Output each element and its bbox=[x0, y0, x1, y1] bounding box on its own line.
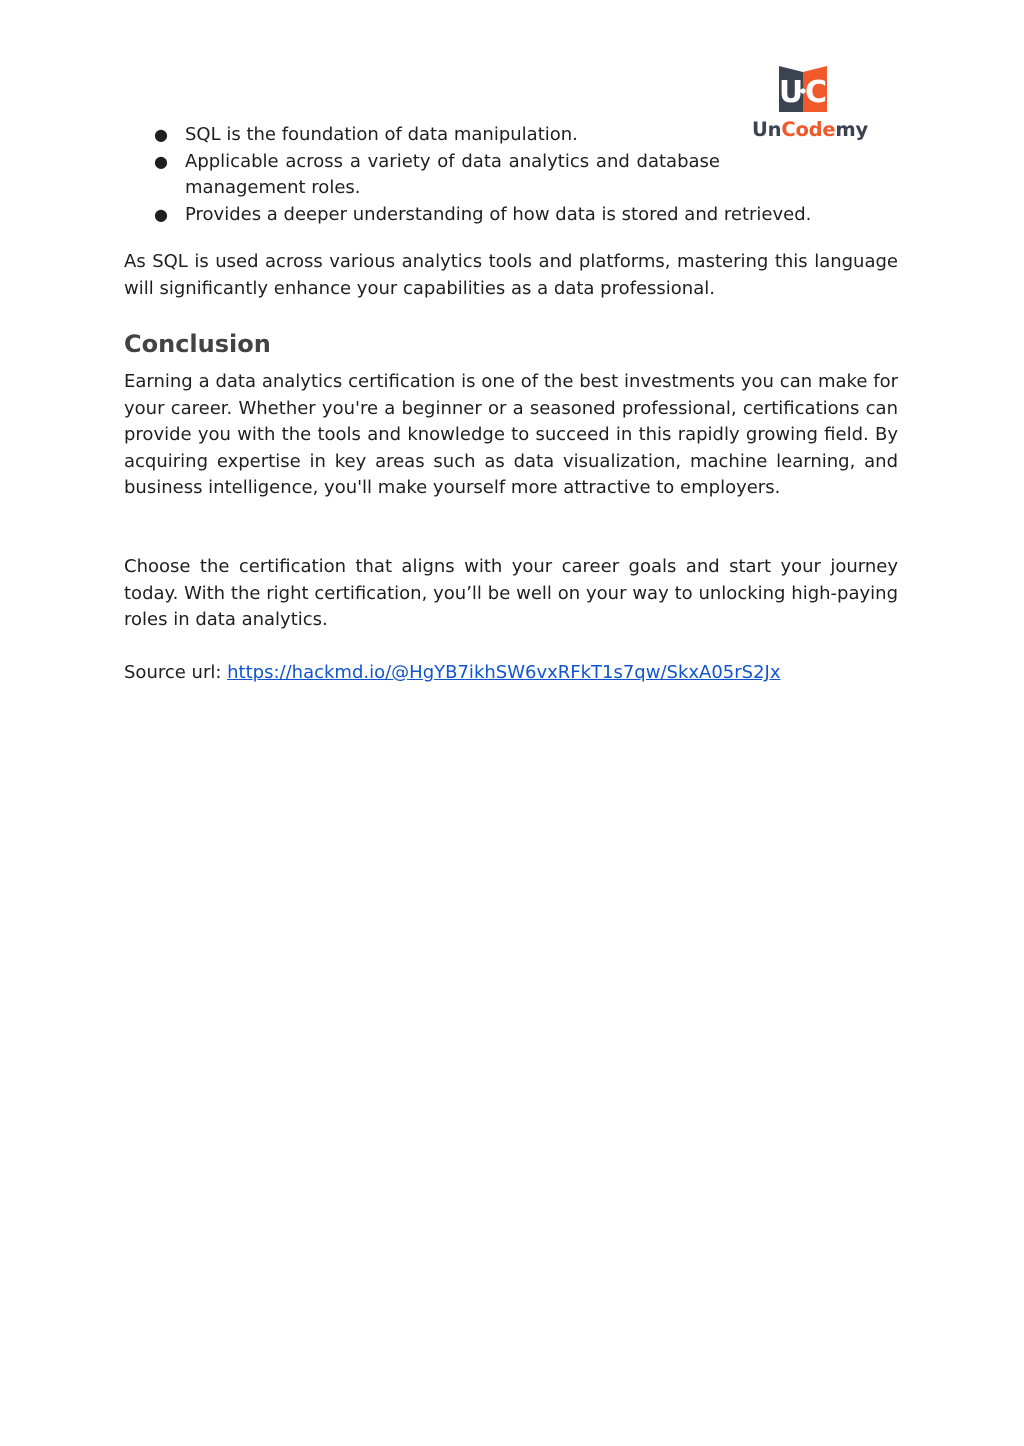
logo-word-part3: my bbox=[835, 118, 869, 141]
list-item-text: SQL is the foundation of data manipulation. bbox=[185, 124, 578, 145]
source-line bbox=[124, 660, 898, 687]
uc-logo-mark-icon bbox=[752, 66, 880, 116]
list-item bbox=[124, 149, 720, 202]
sql-benefits-list bbox=[124, 122, 898, 228]
logo-right-letter: C bbox=[804, 75, 828, 110]
sql-summary-paragraph: As SQL is used across various analytics tools and platforms, mastering this language will significantly enhance your capabilities as a data professional. bbox=[124, 251, 898, 299]
list-item bbox=[124, 202, 898, 229]
conclusion-paragraph-1: Earning a data analytics certification is one of the best investments you can make for your career. Whether you're a beginner or a seasoned professional, certifications can provide you with the tools and knowledge to succeed in this rapidly growing field. By acquiring expertise in key areas such as data visualization, machine learning, and business intelligence, you'll make yourself more attractive to employers. bbox=[124, 371, 898, 498]
conclusion-heading: Conclusion bbox=[124, 330, 271, 358]
logo-word-part2: Code bbox=[781, 118, 836, 141]
bullet-icon: ● bbox=[154, 125, 168, 144]
list-item-text: Provides a deeper understanding of how data is stored and retrieved. bbox=[185, 203, 812, 225]
list-item-text: Applicable across a variety of data analytics and database management roles. bbox=[185, 150, 720, 198]
source-link[interactable]: https://hackmd.io/@HgYB7ikhSW6vxRFkT1s7qw/SkxA05rS2Jx bbox=[227, 662, 781, 683]
conclusion-paragraph-2: Choose the certification that aligns with your career goals and start your journey today. With the right certification, you’ll be well on your way to unlocking high-paying roles in data analytics. bbox=[124, 556, 898, 630]
bullet-icon: ● bbox=[154, 204, 168, 224]
source-label: Source url: bbox=[124, 662, 228, 683]
logo-word-part1: Un bbox=[752, 118, 782, 141]
list-item bbox=[124, 122, 898, 149]
logo-left-letter: U bbox=[778, 75, 804, 110]
bullet-icon: ● bbox=[154, 151, 168, 171]
